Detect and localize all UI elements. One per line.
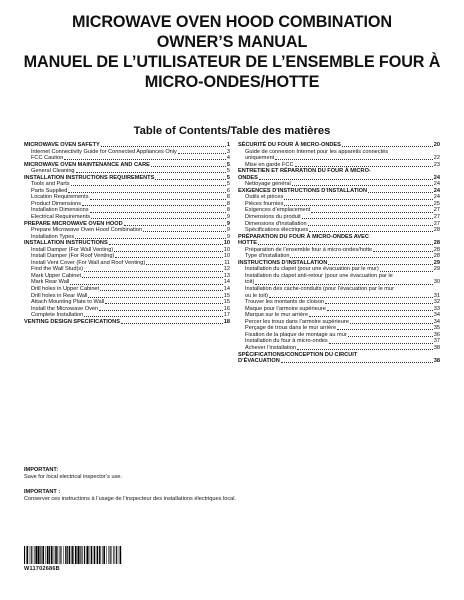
- toc-entry-label: Tools and Parts: [31, 181, 70, 188]
- toc-entry: [238, 149, 440, 162]
- toc-page-number: 28: [433, 253, 440, 260]
- barcode-bar: [49, 546, 50, 564]
- barcode-bar: [51, 546, 53, 564]
- toc-page-number: 29: [433, 259, 440, 266]
- toc-entry-label: PRÉPARATION DU FOUR À MICRO-ONDES AVEC: [238, 233, 369, 240]
- barcode-number: W11702686B: [24, 566, 60, 572]
- toc-entry-label: EXIGENCES D’INSTRUCTIONS D’INSTALLATION: [238, 187, 368, 194]
- title-line-2: OWNER’S MANUAL: [156, 33, 308, 51]
- leader-dots: [327, 310, 433, 311]
- toc-entry-label: General Cleaning: [31, 168, 75, 175]
- barcode-bar: [84, 546, 85, 564]
- barcode-bar: [103, 546, 105, 564]
- barcode-bar: [74, 546, 75, 564]
- toc-entry-label: Installation du clapet anti-retour (pour une évacuation par le: [245, 272, 393, 279]
- toc-entry-label: Installation Dimensions: [31, 207, 89, 214]
- leader-dots: [309, 316, 433, 317]
- toc-page-number: 20: [433, 142, 440, 148]
- important-heading-en: IMPORTANT:: [24, 467, 59, 473]
- barcode-bar: [24, 546, 25, 564]
- leader-dots: [329, 343, 433, 344]
- toc-entry-label: Fixation de la plaque de montage au mur: [245, 331, 347, 338]
- toc-entry-label: Mark Upper Cabinet: [31, 272, 82, 279]
- barcode-bar: [112, 546, 113, 564]
- toc-entry-label: ENTRETIEN ET RÉPARATION DU FOUR À MICRO-: [238, 168, 371, 175]
- barcode-bar: [42, 546, 44, 564]
- toc-entry-label: Location Requirements: [31, 194, 89, 201]
- leader-dots: [380, 271, 433, 272]
- title-line-1: MICROWAVE OVEN HOOD COMBINATION: [71, 13, 393, 31]
- toc-page-number: 6: [226, 187, 230, 194]
- barcode-bar: [101, 546, 102, 564]
- toc-page-number: 29: [433, 266, 440, 273]
- leader-dots: [146, 264, 223, 265]
- toc-page-number: 16: [223, 305, 230, 312]
- important-note-en: [24, 467, 444, 481]
- toc-entry-label: Préparation de l’ensemble four à micro-ondes/hotte: [245, 246, 373, 253]
- barcode-bar: [110, 546, 111, 564]
- toc-page-number: 9: [226, 214, 230, 221]
- toc-right-column: [238, 142, 440, 365]
- leader-dots: [151, 166, 226, 167]
- leader-dots: [259, 179, 433, 180]
- toc-entry-continuation: [238, 358, 440, 365]
- toc-page-number: 1: [226, 142, 230, 148]
- leader-dots: [109, 244, 223, 245]
- leader-dots: [90, 199, 226, 200]
- toc-entry-label: Install Damper (For Roof Venting): [31, 253, 115, 260]
- leader-dots: [258, 244, 433, 245]
- toc-page-number: 24: [433, 174, 440, 181]
- barcode-bar: [62, 546, 63, 564]
- toc-entry-label: Install Vent Cover (For Wall and Roof Venting): [31, 259, 146, 266]
- toc-page-number: 30: [433, 279, 440, 286]
- toc-entry-label: INSTRUCTIONS D’INSTALLATION: [238, 259, 328, 266]
- toc-entry-label: Mark Rear Wall: [31, 279, 70, 286]
- toc-entry-label: Installation du clapet (pour une évacuation par le mur): [245, 266, 379, 273]
- leader-dots: [311, 212, 432, 213]
- toc-page-number: 37: [433, 338, 440, 345]
- barcode-bar: [31, 546, 32, 564]
- toc-page-number: 10: [223, 253, 230, 260]
- barcode-bar: [78, 546, 80, 564]
- toc-entry: [238, 273, 440, 286]
- toc-entry-label: Dimensions d’installation: [245, 220, 307, 227]
- toc-entry-label: Spécifications électriques: [245, 227, 309, 234]
- toc-entry-label: SPÉCIFICATIONS/CONCEPTION DU CIRCUIT: [238, 351, 358, 358]
- leader-dots: [121, 323, 223, 324]
- toc-entry-label: FCC Caution: [31, 155, 64, 162]
- toc-page-number: 12: [223, 266, 230, 273]
- leader-dots: [373, 251, 433, 252]
- leader-dots: [348, 336, 433, 337]
- toc-page-number: 14: [223, 279, 230, 286]
- toc-page-number: 32: [433, 299, 440, 306]
- toc-page-number: 9: [226, 227, 230, 234]
- toc-left-column: [24, 142, 230, 325]
- toc-page-number: 24: [433, 187, 440, 194]
- important-text-en: Save for local electrical inspector’s use.: [24, 474, 123, 480]
- leader-dots: [114, 251, 223, 252]
- toc-entry-label: Product Dimensions: [31, 200, 82, 207]
- leader-dots: [337, 329, 433, 330]
- leader-dots: [342, 146, 433, 147]
- leader-dots: [368, 192, 433, 193]
- barcode-bar: [33, 546, 34, 564]
- toc-page-number: 28: [433, 246, 440, 253]
- barcode-bar: [26, 546, 27, 564]
- toc-entry-label: Outils et pièces: [245, 194, 284, 201]
- toc-page-number: 33: [433, 305, 440, 312]
- barcode-bar: [102, 546, 103, 564]
- barcode-bar: [113, 546, 114, 564]
- toc-entry-label: Perçage de trous dans le mur arrière: [245, 325, 337, 332]
- title-line-3: MANUEL DE L’UTILISATEUR DE L’ENSEMBLE FOUR À: [23, 53, 441, 71]
- toc-entry-label: Installation Types: [31, 233, 75, 240]
- leader-dots: [297, 349, 433, 350]
- barcode-bar: [63, 546, 64, 564]
- toc-entry-label: Electrical Requirements: [31, 214, 91, 221]
- toc-entry: [238, 352, 440, 365]
- toc-page-number: 31: [433, 292, 440, 299]
- toc-page-number: 25: [433, 200, 440, 207]
- barcode-bar: [42, 546, 43, 564]
- barcode-bar: [67, 546, 68, 564]
- barcode-bar: [94, 546, 96, 564]
- leader-dots: [100, 290, 223, 291]
- toc-page-number: 11: [224, 259, 230, 266]
- toc-entry-label: Exigences d’emplacement: [245, 207, 311, 214]
- toc-entry-label-cont: toit): [245, 279, 255, 286]
- toc-entry-label: Internet Connectivity Guide for Connected Appliances Only: [31, 148, 177, 155]
- toc-page-number: 38: [433, 344, 440, 351]
- toc-entry-label: Installation du four à micro-ondes: [245, 338, 328, 345]
- leader-dots: [84, 271, 223, 272]
- toc-entry-label: Complete Installation: [31, 312, 84, 319]
- toc-entry: [238, 168, 440, 181]
- toc-entry-label: Attach Mounting Plate to Wall: [31, 299, 105, 306]
- leader-dots: [178, 153, 226, 154]
- toc-page-number: 5: [226, 181, 230, 188]
- toc-page-number: 22: [433, 155, 440, 162]
- toc-entry: [238, 234, 440, 247]
- leader-dots: [302, 218, 433, 219]
- barcode-bar: [69, 546, 71, 564]
- toc-page-number: 4: [226, 155, 230, 162]
- toc-entry-label: Drill holes in Rear Wall: [31, 292, 88, 299]
- toc-page-number: 36: [433, 331, 440, 338]
- leader-dots: [90, 212, 226, 213]
- leader-dots: [105, 303, 223, 304]
- toc-entry-label: Nettoyage général: [245, 181, 291, 188]
- toc-entry-label: Find the Wall Stud(s): [31, 266, 84, 273]
- barcode-bar: [99, 546, 100, 564]
- toc-entry-label: Dimensions du produit: [245, 214, 301, 221]
- toc-page-number: 3: [226, 148, 230, 155]
- leader-dots: [124, 225, 226, 226]
- leader-dots: [101, 146, 226, 147]
- leader-dots: [281, 362, 433, 363]
- toc-entry-label: INSTALLATION INSTRUCTIONS: [24, 240, 108, 247]
- toc-page-number: 18: [223, 318, 230, 325]
- toc-entry-label: Drill holes in Upper Cabinet: [31, 286, 100, 293]
- leader-dots: [309, 231, 433, 232]
- toc-page-number: 27: [433, 220, 440, 227]
- barcode-bar: [80, 546, 81, 564]
- toc-page-number: 27: [433, 207, 440, 214]
- toc-page-number: 17: [223, 312, 230, 319]
- leader-dots: [269, 297, 433, 298]
- toc-entry-label-cont: ONDES: [238, 174, 258, 181]
- barcode-bar: [89, 546, 90, 564]
- leader-dots: [91, 218, 226, 219]
- leader-dots: [295, 166, 433, 167]
- toc-page-number: 13: [223, 272, 230, 279]
- toc-page-number: 5: [226, 174, 230, 181]
- toc-entry-label: Marque sur le mur arrière: [245, 312, 309, 319]
- toc-page-number: 23: [433, 161, 440, 168]
- barcode-bar: [108, 546, 109, 564]
- toc-entry-label: MICROWAVE OVEN MAINTENANCE AND CARE: [24, 161, 150, 168]
- barcode-bar: [82, 546, 83, 564]
- toc-entry-label: VENTING DESIGN SPECIFICATIONS: [24, 318, 120, 325]
- barcode-bar: [40, 546, 41, 564]
- toc-entry-label: INSTALLATION INSTRUCTIONS REQUIREMENTS: [24, 174, 155, 181]
- barcode-bar: [56, 546, 57, 564]
- barcode-bar: [65, 546, 66, 564]
- leader-dots: [155, 179, 226, 180]
- leader-dots: [325, 303, 433, 304]
- toc-entry-label: Install the Microwave Oven: [31, 305, 99, 312]
- toc-entry-label-cont: uniquement: [245, 155, 275, 162]
- barcode-bar: [29, 546, 30, 564]
- toc-page-number: 24: [433, 194, 440, 201]
- barcode-bar: [35, 546, 36, 564]
- leader-dots: [115, 257, 222, 258]
- title-line-4: MICRO-ONDES/HOTTE: [144, 73, 320, 91]
- toc-entry-label: MICROWAVE OVEN SAFETY: [24, 142, 100, 148]
- toc-page-number: 5: [226, 168, 230, 175]
- toc-entry-label: Percer les trous dans l’armoire supérieure: [245, 318, 349, 325]
- toc-page-number: 10: [223, 246, 230, 253]
- barcode-bar: [36, 546, 37, 564]
- toc-page-number: 28: [433, 240, 440, 247]
- toc-page-number: 27: [433, 214, 440, 221]
- toc-entry-label: Type d’installation: [245, 253, 290, 260]
- toc-page-number: 38: [433, 358, 440, 365]
- toc-page-number: 34: [433, 312, 440, 319]
- leader-dots: [99, 310, 223, 311]
- toc-entry-label: Prepare Microwave Oven Hood Combination: [31, 227, 142, 234]
- leader-dots: [88, 297, 222, 298]
- barcode-bar: [53, 546, 54, 564]
- toc-page-number: 8: [226, 207, 230, 214]
- leader-dots: [84, 316, 223, 317]
- leader-dots: [255, 284, 432, 285]
- barcode-bar: [72, 546, 73, 564]
- toc-page-number: 35: [433, 325, 440, 332]
- barcode-bar: [75, 546, 77, 564]
- leader-dots: [82, 277, 223, 278]
- toc-entry-label: Maque pour l’armoire supérieure: [245, 305, 326, 312]
- toc-page-number: 15: [223, 292, 230, 299]
- toc-entry-label: Installation des cache-conduits (pour l’évacuation par le mur: [245, 286, 394, 293]
- toc-page-number: 9: [226, 220, 230, 227]
- leader-dots: [75, 238, 226, 239]
- toc-page-number: 14: [223, 286, 230, 293]
- toc-entry-label: Mise en garde FCC: [245, 161, 294, 168]
- leader-dots: [68, 192, 225, 193]
- toc-entry-label: Install Damper (For Wall Venting): [31, 246, 114, 253]
- leader-dots: [292, 185, 433, 186]
- toc-page-number: 9: [226, 233, 230, 240]
- toc-entry-label-cont: D’ÉVACUATION: [238, 358, 280, 365]
- toc-page-number: 8: [226, 194, 230, 201]
- toc-entry-label: Achever l’installation: [245, 344, 296, 351]
- leader-dots: [284, 205, 433, 206]
- important-text-fr: Conserver ces instructions à l’usage de l’inspecteur des installations électriques local.: [24, 496, 237, 502]
- leader-dots: [284, 199, 433, 200]
- barcode-bar: [45, 546, 46, 564]
- leader-dots: [308, 225, 433, 226]
- toc-page-number: 15: [223, 299, 230, 306]
- barcode-bar: [97, 546, 99, 564]
- leader-dots: [70, 284, 222, 285]
- toc-entry: [24, 319, 230, 326]
- barcode-bar: [120, 546, 122, 564]
- barcode-bar: [116, 546, 117, 564]
- barcode-bar: [91, 546, 93, 564]
- barcode-bar: [106, 546, 107, 564]
- barcode-bar: [38, 546, 40, 564]
- toc-page-number: 28: [433, 227, 440, 234]
- toc-entry-label-cont: ou le toit): [245, 292, 269, 299]
- leader-dots: [328, 264, 432, 265]
- toc-entry-label-cont: HOTTE: [238, 240, 257, 247]
- barcode-bar: [27, 546, 28, 564]
- important-heading-fr: IMPORTANT :: [24, 489, 61, 495]
- toc-page-number: 34: [433, 318, 440, 325]
- barcode-bar: [71, 546, 72, 564]
- toc-entry-label: Pièces fournies: [245, 200, 284, 207]
- important-note-fr: [24, 489, 444, 503]
- leader-dots: [290, 257, 432, 258]
- toc-page-number: 8: [226, 200, 230, 207]
- leader-dots: [76, 172, 226, 173]
- leader-dots: [143, 231, 226, 232]
- barcode-bar: [47, 546, 49, 564]
- barcode-bar: [86, 546, 87, 564]
- barcode-bar: [58, 546, 59, 564]
- leader-dots: [350, 323, 433, 324]
- toc-page-number: 10: [223, 240, 230, 247]
- toc-page-number: 5: [226, 161, 230, 168]
- toc-entry: [238, 286, 440, 299]
- toc-entry-label: PREPARE MICROWAVE OVEN HOOD: [24, 220, 123, 227]
- toc-entry-label: SÉCURITÉ DU FOUR À MICRO-ONDES: [238, 142, 341, 148]
- toc-entry-label: Guide de connexion Internet pour les appareils connectés: [245, 148, 389, 155]
- manual-title: [0, 12, 464, 92]
- leader-dots: [64, 159, 226, 160]
- barcode-bar: [60, 546, 61, 564]
- toc-heading: Table of Contents/Table des matières: [133, 125, 331, 137]
- barcode-bar: [55, 546, 56, 564]
- leader-dots: [82, 205, 226, 206]
- leader-dots: [71, 185, 226, 186]
- leader-dots: [275, 159, 433, 160]
- toc-entry-label: Parts Supplied: [31, 187, 68, 194]
- barcode-bar: [118, 546, 119, 564]
- toc-entry-label: Trouver les montants de cloison: [245, 299, 325, 306]
- toc-page-number: 24: [433, 181, 440, 188]
- barcode: [24, 546, 122, 564]
- barcode-bar: [87, 546, 89, 564]
